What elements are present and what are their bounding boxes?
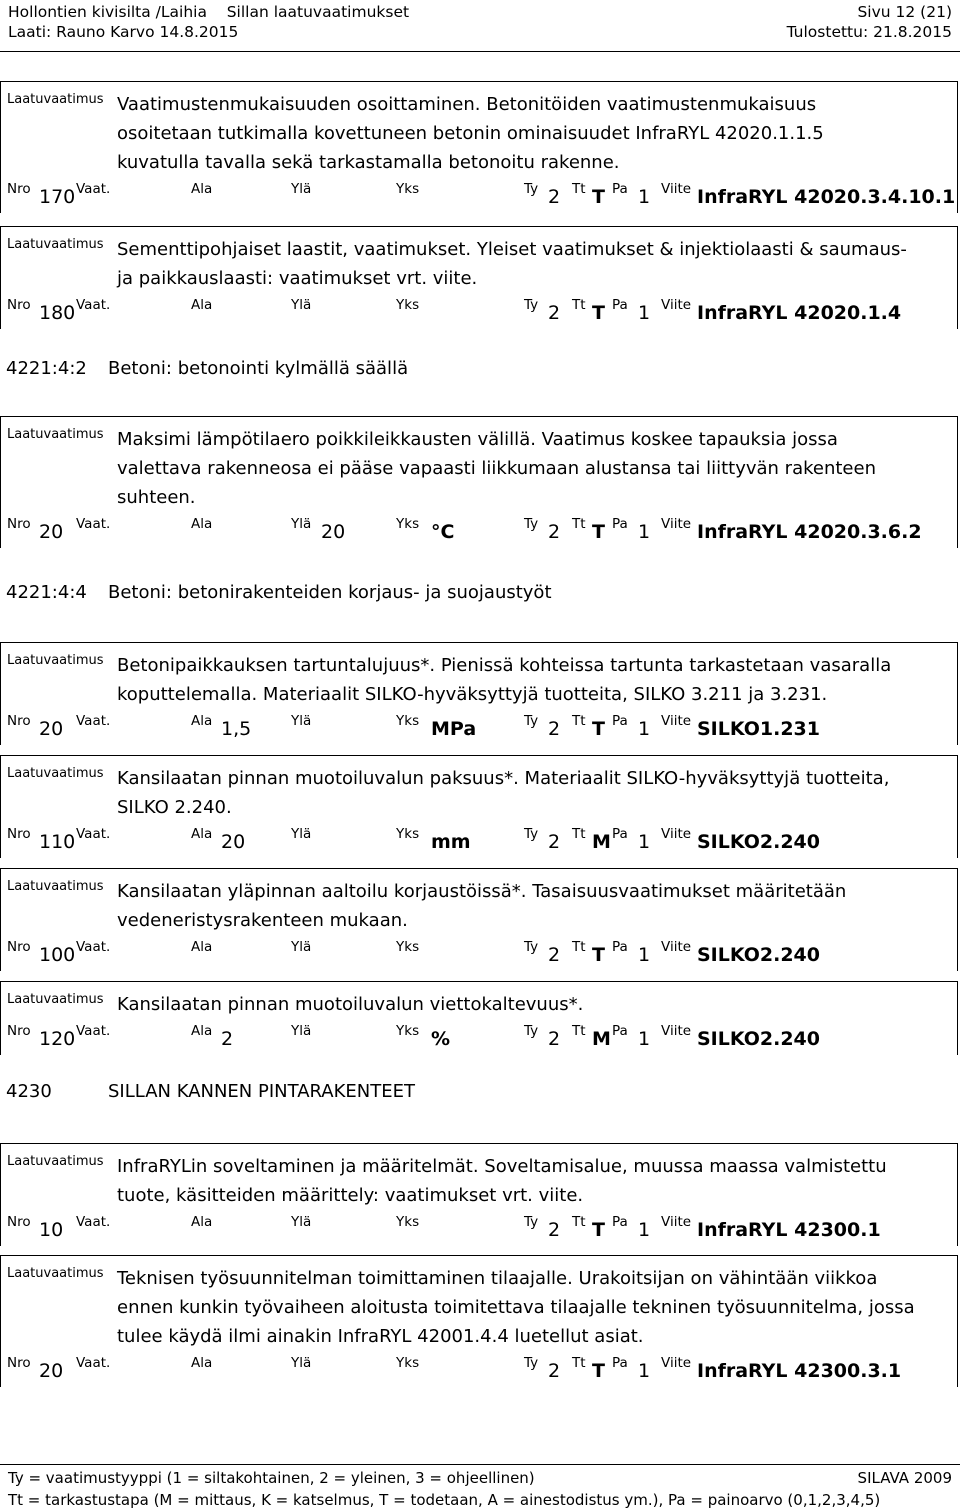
ala-label: Ala	[191, 297, 213, 313]
tt-value: T	[592, 521, 605, 543]
requirement-meta-row	[1, 709, 957, 745]
nro-label: Nro	[7, 1214, 31, 1230]
requirement-meta-row	[1, 822, 957, 858]
author-date: Laati: Rauno Karvo 14.8.2015	[8, 23, 239, 41]
legend-tt-pa: Tt = tarkastustapa (M = mittaus, K = katselmus, T = todetaan, A = ainestodistus ym.), Pa = painoarvo (0,1,2,3,4,5)	[8, 1491, 881, 1509]
nro-value: 170	[39, 186, 76, 208]
yla-label: Ylä	[291, 826, 312, 842]
header-rule	[0, 51, 960, 52]
pa-value: 1	[638, 718, 651, 740]
nro-value: 20	[39, 1360, 64, 1382]
yla-label: Ylä	[291, 1023, 312, 1039]
requirement-block	[0, 1255, 958, 1387]
section-title: Betoni: betonointi kylmällä säällä	[108, 358, 409, 379]
requirement-line: ennen kunkin työvaiheen aloitusta toimitettava tilaajalle tekninen työsuunnitelma, jossa	[117, 1297, 915, 1318]
ty-label: Ty	[524, 1214, 539, 1230]
nro-value: 110	[39, 831, 76, 853]
ala-value: 20	[221, 831, 246, 853]
yks-label: Yks	[396, 1355, 420, 1371]
requirement-line: Kansilaatan pinnan muotoiluvalun paksuus*. Materiaalit SILKO-hyväksyttyjä tuotteita,	[117, 768, 890, 789]
viite-value: InfraRYL 42020.3.6.2	[697, 521, 922, 543]
viite-value: InfraRYL 42300.3.1	[697, 1360, 902, 1382]
tt-value: M	[592, 831, 611, 853]
requirement-label: Laatuvaatimus	[7, 92, 104, 107]
page-number: Sivu 12 (21)	[857, 3, 952, 21]
ty-label: Ty	[524, 713, 539, 729]
ty-label: Ty	[524, 516, 539, 532]
yks-value: mm	[431, 831, 471, 853]
requirement-line: Teknisen työsuunnitelman toimittaminen tilaajalle. Urakoitsijan on vähintään viikkoa	[117, 1268, 878, 1289]
ala-label: Ala	[191, 1214, 213, 1230]
yks-label: Yks	[396, 1023, 420, 1039]
tt-label: Tt	[572, 939, 586, 955]
requirement-line: Vaatimustenmukaisuuden osoittaminen. Betonitöiden vaatimustenmukaisuus	[117, 94, 817, 115]
ty-value: 2	[548, 831, 561, 853]
tt-label: Tt	[572, 713, 586, 729]
pa-value: 1	[638, 1360, 651, 1382]
yks-label: Yks	[396, 826, 420, 842]
requirement-line: tulee käydä ilmi ainakin InfraRYL 42001.4.4 luetellut asiat.	[117, 1326, 644, 1347]
requirement-line: Betonipaikkauksen tartuntalujuus*. Pienissä kohteissa tartunta tarkastetaan vasaralla	[117, 655, 892, 676]
requirement-line: vedeneristysrakenteen mukaan.	[117, 910, 408, 931]
pa-value: 1	[638, 186, 651, 208]
requirement-text	[1, 643, 957, 709]
viite-label: Viite	[661, 181, 692, 197]
requirement-meta-row	[1, 1210, 957, 1246]
ala-value: 1,5	[221, 718, 252, 740]
requirement-label: Laatuvaatimus	[7, 879, 104, 894]
requirement-line: suhteen.	[117, 487, 196, 508]
yks-label: Yks	[396, 297, 420, 313]
tt-value: M	[592, 1028, 611, 1050]
document-title: Sillan laatuvaatimukset	[226, 3, 410, 21]
yla-label: Ylä	[291, 713, 312, 729]
pa-value: 1	[638, 831, 651, 853]
viite-label: Viite	[661, 297, 692, 313]
yla-label: Ylä	[291, 1214, 312, 1230]
yks-value: %	[431, 1028, 451, 1050]
requirement-meta-row	[1, 293, 957, 329]
requirement-line: koputtelemalla. Materiaalit SILKO-hyväksyttyjä tuotteita, SILKO 3.211 ja 3.231.	[117, 684, 828, 705]
section-title: SILLAN KANNEN PINTARAKENTEET	[108, 1081, 416, 1102]
requirement-line: ja paikkauslaasti: vaatimukset vrt. viite.	[117, 268, 478, 289]
yks-label: Yks	[396, 181, 420, 197]
vaat-label: Vaat.	[76, 1214, 111, 1230]
nro-label: Nro	[7, 826, 31, 842]
ty-label: Ty	[524, 1355, 539, 1371]
requirement-text	[1, 869, 957, 935]
yla-label: Ylä	[291, 1355, 312, 1371]
yks-value: MPa	[431, 718, 477, 740]
section-code: 4221:4:4	[6, 582, 87, 603]
nro-label: Nro	[7, 939, 31, 955]
viite-label: Viite	[661, 516, 692, 532]
viite-value: InfraRYL 42020.3.4.10.1	[697, 186, 956, 208]
page-header	[8, 2, 952, 22]
vaat-label: Vaat.	[76, 939, 111, 955]
requirement-label: Laatuvaatimus	[7, 653, 104, 668]
ty-label: Ty	[524, 939, 539, 955]
requirement-line: Kansilaatan yläpinnan aaltoilu korjaustöissä*. Tasaisuusvaatimukset määritetään	[117, 881, 847, 902]
footer-line-1	[8, 1467, 952, 1489]
vaat-label: Vaat.	[76, 516, 111, 532]
tt-label: Tt	[572, 181, 586, 197]
viite-label: Viite	[661, 826, 692, 842]
requirement-label: Laatuvaatimus	[7, 1266, 104, 1281]
yla-label: Ylä	[291, 181, 312, 197]
pa-label: Pa	[612, 713, 628, 729]
viite-label: Viite	[661, 713, 692, 729]
nro-label: Nro	[7, 181, 31, 197]
section-heading	[6, 1080, 416, 1104]
tt-value: T	[592, 302, 605, 324]
tt-value: T	[592, 1219, 605, 1241]
requirement-label: Laatuvaatimus	[7, 992, 104, 1007]
ty-value: 2	[548, 1360, 561, 1382]
ala-value: 2	[221, 1028, 234, 1050]
viite-label: Viite	[661, 939, 692, 955]
yks-label: Yks	[396, 516, 420, 532]
yks-label: Yks	[396, 713, 420, 729]
yla-label: Ylä	[291, 297, 312, 313]
vaat-label: Vaat.	[76, 297, 111, 313]
requirement-meta-row	[1, 1351, 957, 1387]
ala-label: Ala	[191, 1355, 213, 1371]
ty-value: 2	[548, 186, 561, 208]
tt-value: T	[592, 718, 605, 740]
ala-label: Ala	[191, 939, 213, 955]
requirement-block	[0, 868, 958, 971]
requirement-block	[0, 755, 958, 858]
ty-value: 2	[548, 1219, 561, 1241]
requirement-label: Laatuvaatimus	[7, 427, 104, 442]
ala-label: Ala	[191, 1023, 213, 1039]
yla-value: 20	[321, 521, 346, 543]
requirement-text	[1, 227, 957, 293]
vaat-label: Vaat.	[76, 1023, 111, 1039]
yla-label: Ylä	[291, 939, 312, 955]
ty-label: Ty	[524, 1023, 539, 1039]
requirement-line: osoitetaan tutkimalla kovettuneen betonin ominaisuudet InfraRYL 42020.1.1.5	[117, 123, 824, 144]
requirement-text	[1, 417, 957, 512]
footer-source: SILAVA 2009	[857, 1469, 952, 1487]
pa-label: Pa	[612, 939, 628, 955]
requirement-block	[0, 981, 958, 1055]
ty-value: 2	[548, 718, 561, 740]
section-heading	[6, 581, 552, 605]
pa-label: Pa	[612, 826, 628, 842]
ala-label: Ala	[191, 826, 213, 842]
pa-value: 1	[638, 1219, 651, 1241]
nro-label: Nro	[7, 297, 31, 313]
requirement-line: Maksimi lämpötilaero poikkileikkausten välillä. Vaatimus koskee tapauksia jossa	[117, 429, 838, 450]
ty-value: 2	[548, 944, 561, 966]
requirement-line: valettava rakenneosa ei pääse vapaasti liikkumaan alustansa tai liittyvän rakenteen	[117, 458, 876, 479]
vaat-label: Vaat.	[76, 713, 111, 729]
nro-label: Nro	[7, 516, 31, 532]
tt-label: Tt	[572, 1355, 586, 1371]
legend-ty: Ty = vaatimustyyppi (1 = siltakohtainen, 2 = yleinen, 3 = ohjeellinen)	[8, 1469, 535, 1487]
tt-value: T	[592, 1360, 605, 1382]
viite-value: SILKO2.240	[697, 831, 820, 853]
ty-value: 2	[548, 521, 561, 543]
pa-label: Pa	[612, 516, 628, 532]
nro-value: 120	[39, 1028, 76, 1050]
footer-line-2	[8, 1489, 952, 1511]
yla-label: Ylä	[291, 516, 312, 532]
nro-label: Nro	[7, 1023, 31, 1039]
requirement-line: kuvatulla tavalla sekä tarkastamalla betonoitu rakenne.	[117, 152, 620, 173]
requirement-block	[0, 1143, 958, 1246]
ty-label: Ty	[524, 826, 539, 842]
print-date: Tulostettu: 21.8.2015	[786, 23, 952, 41]
requirement-text	[1, 982, 957, 1019]
viite-value: SILKO2.240	[697, 1028, 820, 1050]
ty-value: 2	[548, 302, 561, 324]
yks-label: Yks	[396, 939, 420, 955]
viite-label: Viite	[661, 1355, 692, 1371]
tt-label: Tt	[572, 1214, 586, 1230]
pa-label: Pa	[612, 297, 628, 313]
pa-value: 1	[638, 521, 651, 543]
section-code: 4230	[6, 1081, 52, 1102]
viite-value: SILKO1.231	[697, 718, 820, 740]
requirement-line: SILKO 2.240.	[117, 797, 232, 818]
requirement-block	[0, 226, 958, 329]
nro-value: 10	[39, 1219, 64, 1241]
viite-value: InfraRYL 42300.1	[697, 1219, 881, 1241]
section-heading	[6, 357, 409, 381]
tt-label: Tt	[572, 826, 586, 842]
nro-value: 100	[39, 944, 76, 966]
viite-value: SILKO2.240	[697, 944, 820, 966]
pa-value: 1	[638, 944, 651, 966]
nro-value: 20	[39, 521, 64, 543]
pa-value: 1	[638, 1028, 651, 1050]
requirement-meta-row	[1, 1019, 957, 1055]
tt-label: Tt	[572, 1023, 586, 1039]
requirement-line: InfraRYLin soveltaminen ja määritelmät. Soveltamisalue, muussa maassa valmistettu	[117, 1156, 887, 1177]
requirement-text	[1, 1144, 957, 1210]
tt-value: T	[592, 944, 605, 966]
tt-label: Tt	[572, 297, 586, 313]
viite-label: Viite	[661, 1023, 692, 1039]
requirement-label: Laatuvaatimus	[7, 237, 104, 252]
pa-label: Pa	[612, 1355, 628, 1371]
requirement-label: Laatuvaatimus	[7, 1154, 104, 1169]
yks-value: °C	[431, 521, 455, 543]
requirement-line: Sementtipohjaiset laastit, vaatimukset. Yleiset vaatimukset & injektiolaasti & saumaus-	[117, 239, 907, 260]
pa-label: Pa	[612, 1023, 628, 1039]
requirement-block	[0, 81, 958, 213]
yks-label: Yks	[396, 1214, 420, 1230]
page-header-second-line	[8, 22, 952, 42]
requirement-block	[0, 642, 958, 745]
section-code: 4221:4:2	[6, 358, 87, 379]
vaat-label: Vaat.	[76, 181, 111, 197]
nro-value: 20	[39, 718, 64, 740]
nro-value: 180	[39, 302, 76, 324]
viite-value: InfraRYL 42020.1.4	[697, 302, 902, 324]
requirement-meta-row	[1, 177, 957, 213]
footer-rule	[0, 1464, 960, 1465]
requirement-line: Kansilaatan pinnan muotoiluvalun viettokaltevuus*.	[117, 994, 584, 1015]
requirement-line: tuote, käsitteiden määrittely: vaatimukset vrt. viite.	[117, 1185, 584, 1206]
ty-value: 2	[548, 1028, 561, 1050]
tt-value: T	[592, 186, 605, 208]
tt-label: Tt	[572, 516, 586, 532]
requirement-block	[0, 416, 958, 548]
vaat-label: Vaat.	[76, 1355, 111, 1371]
requirement-text	[1, 82, 957, 177]
ty-label: Ty	[524, 297, 539, 313]
requirement-meta-row	[1, 512, 957, 548]
section-title: Betoni: betonirakenteiden korjaus- ja suojaustyöt	[108, 582, 552, 603]
project-name: Hollontien kivisilta /Laihia	[8, 3, 207, 21]
requirement-text	[1, 1256, 957, 1351]
ty-label: Ty	[524, 181, 539, 197]
ala-label: Ala	[191, 181, 213, 197]
requirement-text	[1, 756, 957, 822]
pa-label: Pa	[612, 1214, 628, 1230]
pa-label: Pa	[612, 181, 628, 197]
vaat-label: Vaat.	[76, 826, 111, 842]
requirement-meta-row	[1, 935, 957, 971]
pa-value: 1	[638, 302, 651, 324]
ala-label: Ala	[191, 516, 213, 532]
requirement-label: Laatuvaatimus	[7, 766, 104, 781]
ala-label: Ala	[191, 713, 213, 729]
nro-label: Nro	[7, 713, 31, 729]
viite-label: Viite	[661, 1214, 692, 1230]
nro-label: Nro	[7, 1355, 31, 1371]
